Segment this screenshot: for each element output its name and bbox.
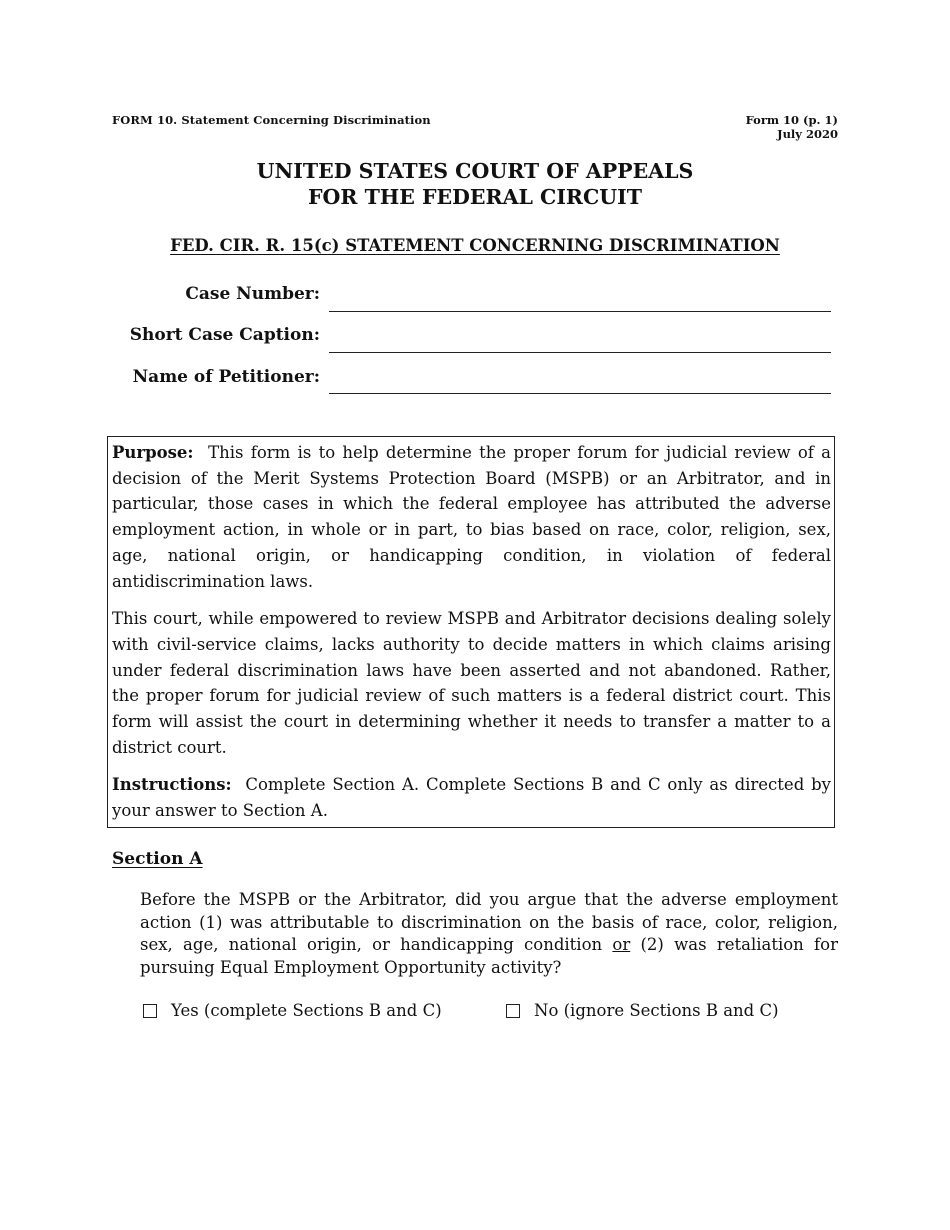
yes-checkbox[interactable] [143,1004,157,1018]
case-number-label: Case Number: [185,284,320,304]
question-part2: (2) was retaliation for pursuing Equal Employment Opportunity activity? [140,935,838,977]
no-option-label: No (ignore Sections B and C) [534,1001,779,1020]
instructions-label: Instructions: [112,775,232,795]
form-page-number: Form 10 (p. 1) [745,113,838,127]
no-checkbox[interactable] [506,1004,520,1018]
short-case-caption-label: Short Case Caption: [129,325,320,345]
yes-option[interactable] [143,1001,442,1020]
short-case-caption-field[interactable] [329,352,831,353]
form-page-info [746,113,838,141]
instructions-paragraph [112,772,831,823]
case-number-field[interactable] [329,311,831,312]
court-name-line1: UNITED STATES COURT OF APPEALS [256,159,694,183]
instructions-text: Complete Section A. Complete Sections B and C only as directed by your answer to Section A. [112,775,831,821]
no-option[interactable] [506,1001,779,1020]
court-name [0,158,950,210]
purpose-paragraph [112,440,831,594]
question-or: or [612,935,631,955]
section-a-heading: Section A [112,849,203,869]
form-revision-date: July 2020 [777,127,838,141]
yes-option-label: Yes (complete Sections B and C) [171,1001,442,1020]
purpose-text: This form is to help determine the proper forum for judicial review of a decision of the Merit Systems Protection Board (MSPB) or an Arbitrator, and in particular, those cases in which the federal employee has attributed the adverse employment action, in whole or in part, to bias based on race, color, religion, sex, age, national origin, or handicapping condition, in violation of federal antidiscrimination laws. [112,443,831,591]
section-a-question [140,889,838,979]
jurisdiction-paragraph: This court, while empowered to review MSPB and Arbitrator decisions dealing solely with civil-service claims, lacks authority to decide matters in which claims arising under federal discrimination laws have been asserted and not abandoned. Rather, the proper forum for judicial review of such matters is a federal district court. This form will assist the court in determining whether it needs to transfer a matter to a district court. [112,609,831,757]
purpose-label: Purpose: [112,443,194,462]
purpose-box [107,436,835,828]
form-title: FED. CIR. R. 15(c) STATEMENT CONCERNING DISCRIMINATION [170,236,780,255]
petitioner-name-field[interactable] [329,393,831,394]
question-part1: Before the MSPB or the Arbitrator, did you argue that the adverse employment action (1) was attributable to discrimination on the basis of race, color, religion, sex, age, national origin, or handicapping condition [140,890,838,955]
petitioner-name-label: Name of Petitioner: [132,367,320,387]
court-name-line2: FOR THE FEDERAL CIRCUIT [307,185,643,209]
form-header-title: FORM 10. Statement Concerning Discrimination [112,113,431,127]
